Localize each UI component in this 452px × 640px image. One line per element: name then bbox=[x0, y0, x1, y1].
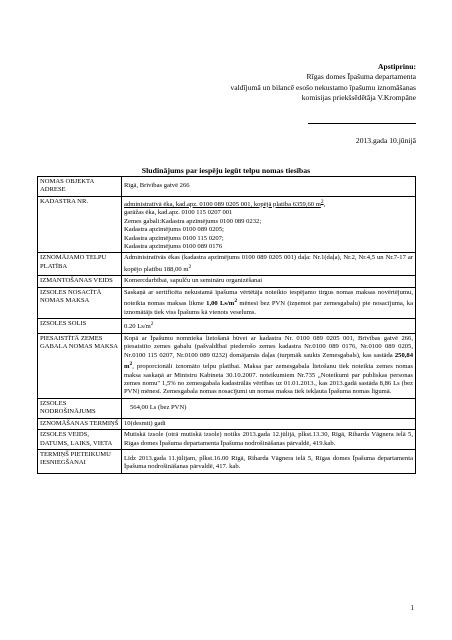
approval-date: 2013.gada 10.jūnijā bbox=[355, 136, 416, 146]
approval-block bbox=[216, 62, 416, 146]
page-number: 1 bbox=[410, 604, 414, 612]
row-key: IZMANTOŠANAS VEIDS bbox=[38, 276, 122, 287]
table-row bbox=[38, 430, 416, 450]
cadastre-line: Kadastra apzīmējums 0100 089 0176 bbox=[124, 243, 223, 251]
announcement-table bbox=[37, 176, 416, 474]
row-value: 0.20 $Ls/m^2$ bbox=[122, 319, 416, 334]
row-key: NOMAS OBJEKTA ADRESE bbox=[38, 177, 122, 197]
table-row bbox=[38, 319, 416, 334]
cadastre-line: Kadastra apzīmējums 0100 115 0207; bbox=[124, 234, 224, 242]
approval-heading: Apstiprinu: bbox=[378, 62, 416, 71]
cadastre-line: Kadastra apzīmējums 0100 089 0205; bbox=[124, 226, 224, 234]
row-value: 564,00 Ls (bez PVN) bbox=[122, 398, 416, 418]
table-row bbox=[38, 196, 416, 253]
row-value: Rīgā, Brīvības gatvē 266 bbox=[122, 177, 416, 197]
row-key: PIESAISTĪTĀ ZEMES GABALA NOMAS MAKSA bbox=[38, 333, 122, 398]
row-value: Kopā ar Īpašumu nomnieka lietošanā būvei ar kadastra Nr. 0100 089 0205 001, Brīvības gatvē 266, piesaistīto zemes gabalu (pašvaldībai piederošo zemes kadastra Nr.0100 089 0176, Nr.0100 089 0205, Nr.0100 115 0207, Nr.0100 089 0232) domājamās daļas (turpmāk saukts Zemesgabals), kas sastāda 250,84 $m^2$, proporcionāli iznomāto telpu platībai. Maksa par zemesgabala lietošanu tiek noteikta zemes nomas maksa saskaņā ar Ministru Kabineta 30.10.2007. noteikumiem Nr.735 „Noteikumi par publiskas personas zemes nomu" 1,5% no zemesgabala kadastrālās vērtības uz 01.01.2013., kas 2013.gadā sastāda 8,86 Ls (bez PVN) mēnesī. Zemesgabala nomas nosacījumi un nomas maksa tiek iekļauta Īpašuma nomas līgumā. bbox=[122, 333, 416, 398]
table-row bbox=[38, 253, 416, 276]
row-value: administratīvā ēka, kad.apz. 0100 089 0205 001, kopējā platība 6359,60 $m^2$, garāžas ēka, kad.apz. 0100 115 0207 001 Zemes gabali:Kadastra apzīmējums 0100 089 0232; Kadastra apzīmējums 0100 089 0205; Kadastra apzīmējums 0100 115 0207; Kadastra apzīmējums 0100 089 0176 bbox=[122, 196, 416, 253]
approval-line-3: komisijas priekšsēdētāja V.Krompāne bbox=[301, 93, 416, 103]
table-row bbox=[38, 177, 416, 197]
row-key: IZNOMĀŠANAS TERMIŅŠ bbox=[38, 418, 122, 429]
cadastre-building-line: administratīvā ēka, kad.apz. 0100 089 0205 001, kopējā platība 6359,60 m bbox=[124, 201, 321, 208]
table-row bbox=[38, 287, 416, 318]
row-key: IZNOMĀJAMO TELPU PLATĪBA bbox=[38, 253, 122, 276]
approval-line-2: valdījumā un bilancē esošo nekustamo īpašumu iznomāšanas bbox=[230, 82, 416, 92]
row-value: Mutiskā izsole (otrā mutiskā izsole) notiks 2013.gada 12.jūlijā, plkst.13.30, Rīgā, Riharda Vāgnera ielā 5, Rīgas domes Īpašuma departamenta Īpašuma nodrošināšanas pārvaldē, 419.kab. bbox=[122, 430, 416, 450]
table-row bbox=[38, 418, 416, 429]
row-key: TERMIŅŠ PIETEIKUMU IESNIEGŠANAI bbox=[38, 449, 122, 473]
row-key: IZSOLES SOLIS bbox=[38, 319, 122, 334]
document-title: Sludinājums par iespēju iegūt telpu nomas tiesības bbox=[141, 166, 311, 175]
cadastre-line: Zemes gabali:Kadastra apzīmējums 0100 089 0232; bbox=[124, 217, 262, 225]
row-value: Saskaņā ar sertificēta nekustamā īpašuma vērtētāja noteikto iespējamo tirgus nomas maksas novērtējumu, noteikta nomas maksas likme 1,00 $Ls/m^2$ mēnesī bez PVN (izņemot par zemesgabalu) pie nosacījuma, ka iznomātājs tiek viss Īpašums kā vienots veselums. bbox=[122, 287, 416, 318]
signature-line bbox=[308, 113, 416, 124]
table-row bbox=[38, 276, 416, 287]
row-value: 10(desmit) gadi bbox=[122, 418, 416, 429]
row-key: IZSOLES VEIDS, DATUMS, LAIKS, VIETA bbox=[38, 430, 122, 450]
row-key: IZSOLES NODROŠINĀJUMS bbox=[38, 398, 122, 418]
row-key: IZSOLES NOSACĪTĀ NOMAS MAKSA bbox=[38, 287, 122, 318]
row-value: Administratīvās ēkas (kadastra apzīmējums 0100 089 0205 001) daļa: Nr.1(daļa), Nr.2, Nr.4,5 un Nr.7-17 ar kopējo platību 188,00 $m^2$ bbox=[122, 253, 416, 276]
row-value: Komercdarbībai, sapulču un semināru organizēšanai bbox=[122, 276, 416, 287]
table-row bbox=[38, 398, 416, 418]
table-row bbox=[38, 449, 416, 473]
row-key: KADASTRA NR. bbox=[38, 196, 122, 253]
approval-line-1: Rīgas domes Īpašuma departamenta bbox=[306, 72, 416, 82]
cadastre-line: garāžas ēka, kad.apz. 0100 115 0207 001 bbox=[124, 209, 233, 217]
table-row bbox=[38, 333, 416, 398]
row-value: Līdz 2013.gada 11.jūlijam, plkst.16.00 Rīgā, Riharda Vāgnera ielā 5, Rīgas domes Īpašuma departamenta Īpašuma nodrošināšanas pārvaldē, 417. kab. bbox=[122, 449, 416, 473]
